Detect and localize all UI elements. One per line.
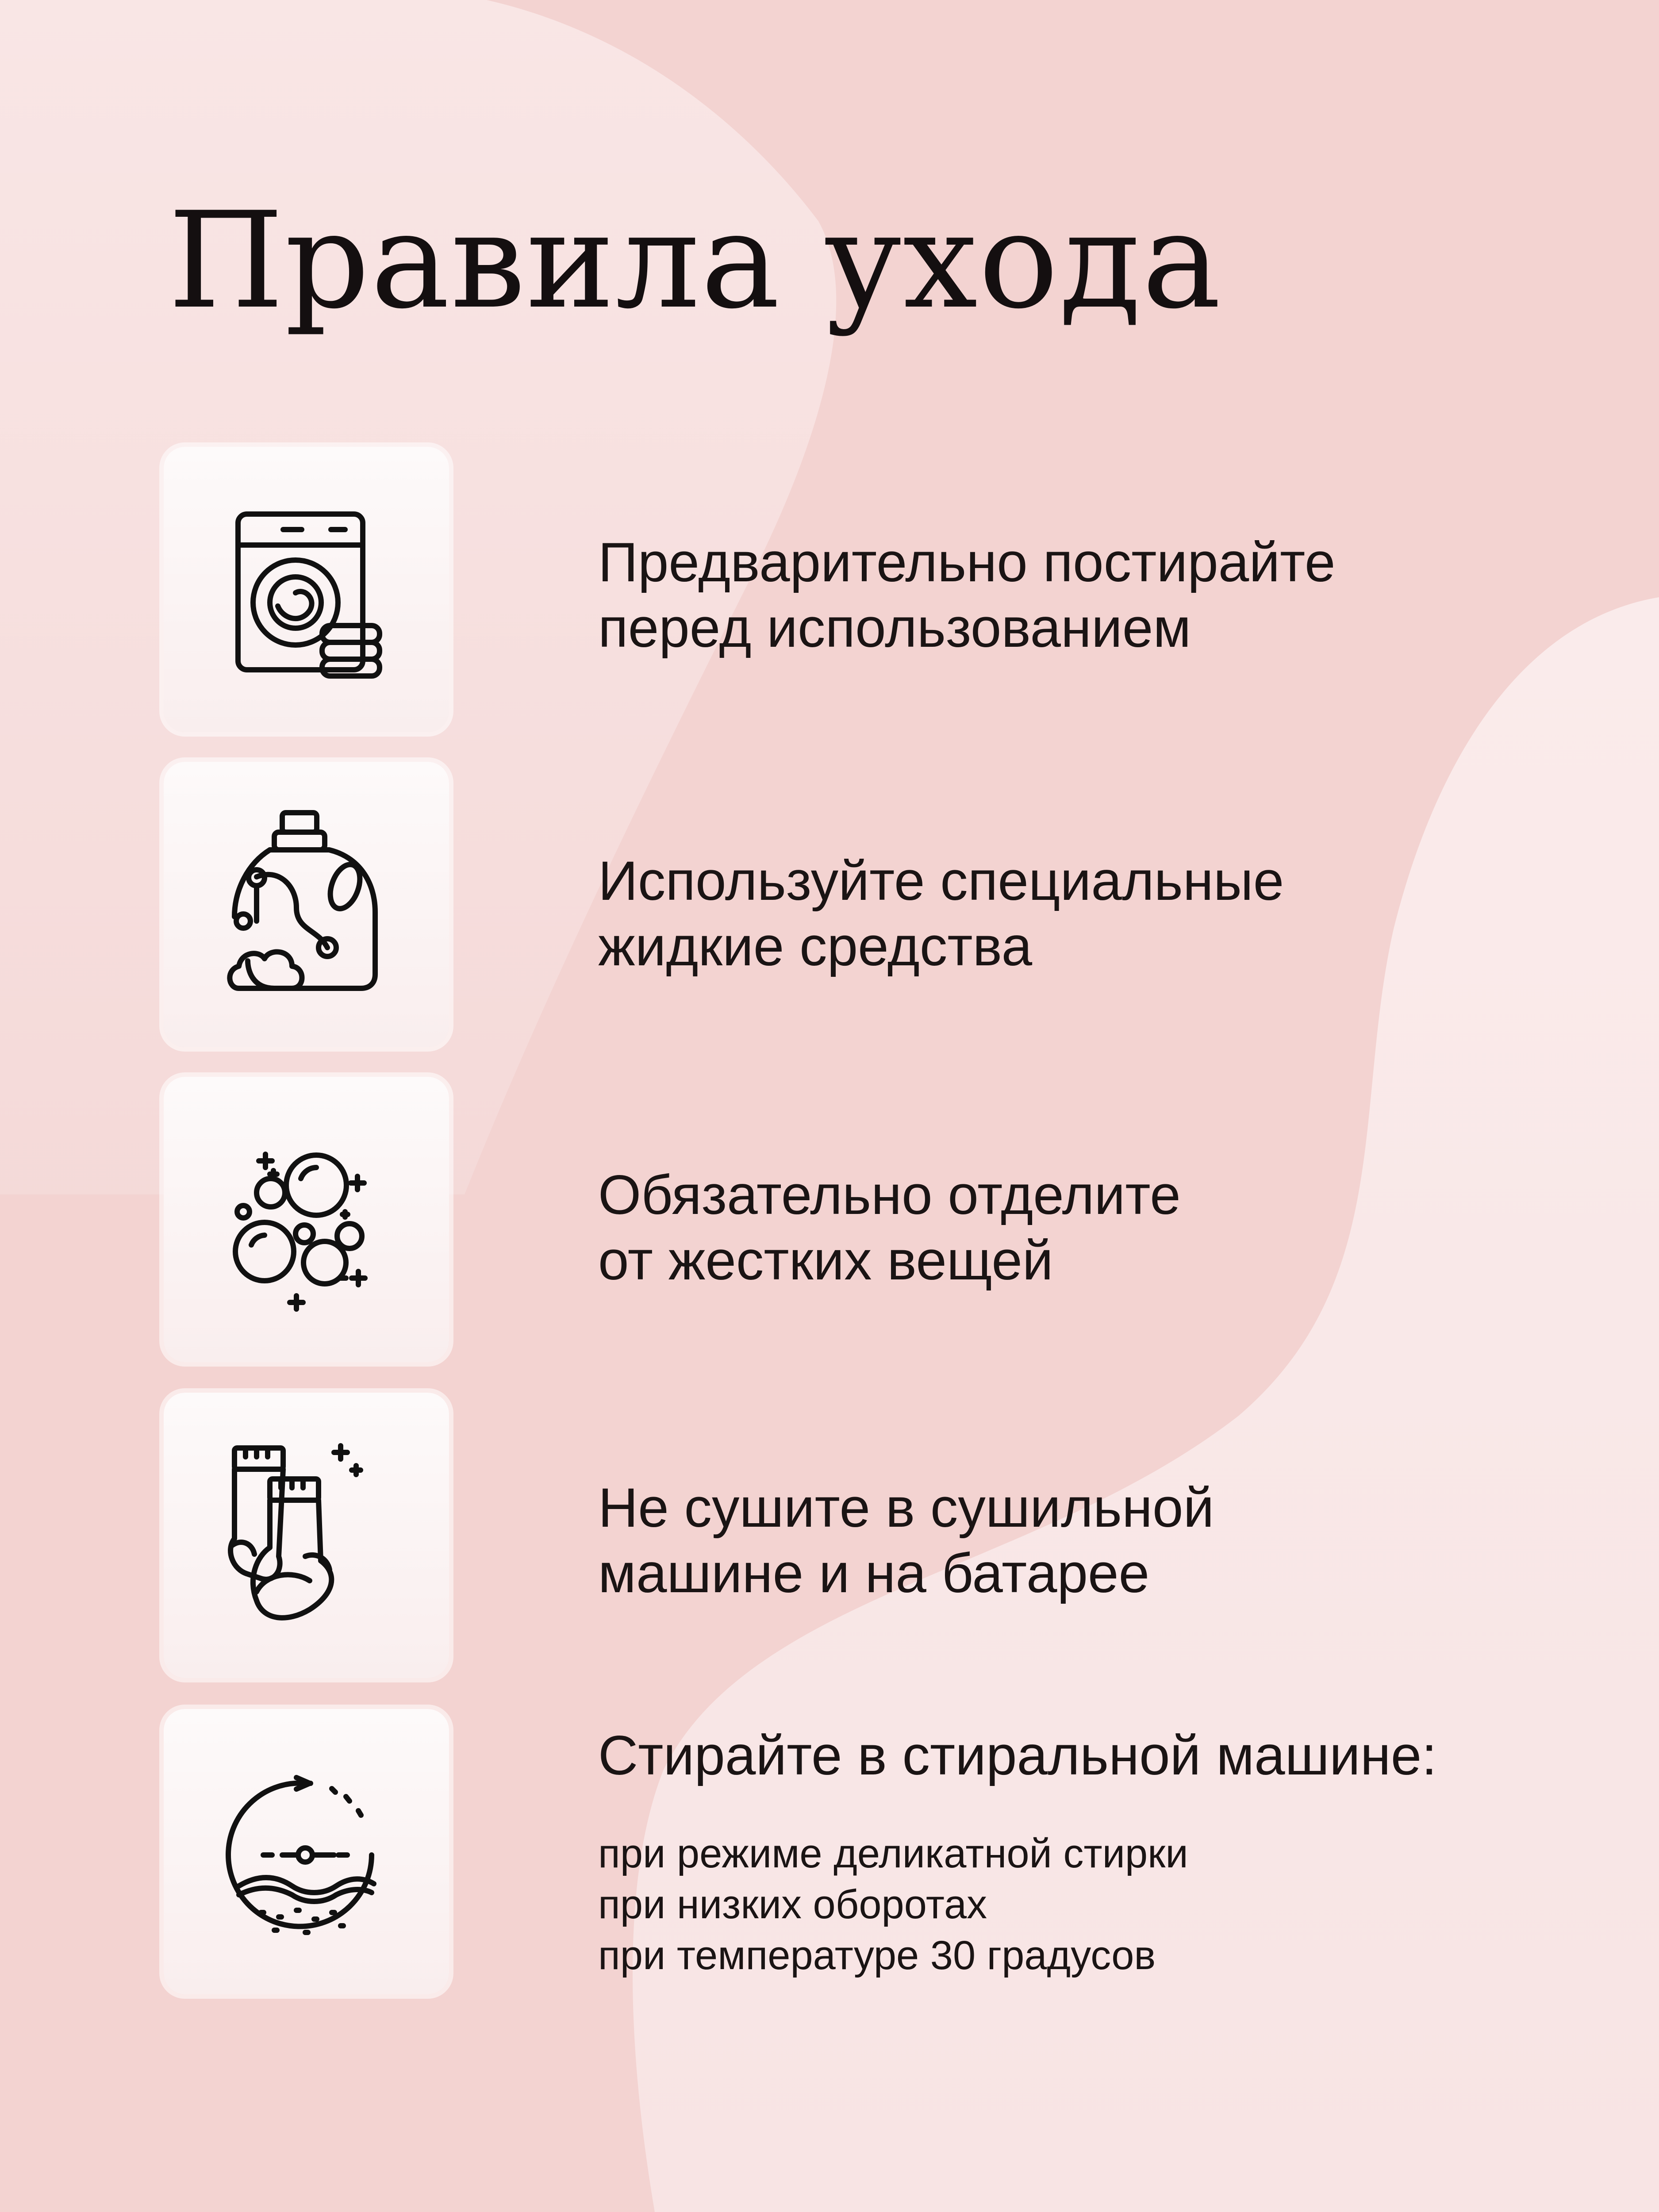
soap-bubbles-icon [164,1077,449,1362]
care-item-3-text [598,1163,1616,1294]
care-item-1-line-1: Предварительно постирайте [598,532,1336,593]
care-item-5-detail-1: при режиме деликатной стирки [598,1831,1188,1876]
care-item-5-details [598,1828,1616,1981]
care-item-1-line-2: перед использованием [598,597,1191,659]
care-item-5-line-1: Стирайте в стиральной машине: [598,1725,1437,1786]
page-title: Правила ухода [168,184,1222,338]
care-item-3-line-1: Обязательно отделите [598,1164,1181,1226]
socks-icon [164,1393,449,1678]
care-item-2-line-2: жидкие средства [598,916,1033,977]
washing-machine-icon [164,447,449,732]
care-item-4-text [598,1475,1616,1606]
care-item-5-text [598,1723,1616,1789]
care-item-2-text [598,849,1616,979]
care-item-1-text [598,530,1616,661]
wash-cycle-icon [164,1709,449,1994]
icon-card-washing [164,447,449,732]
care-item-4-line-1: Не сушите в сушильной [598,1477,1214,1539]
icon-card-socks [164,1393,449,1678]
icon-card-bubbles [164,1077,449,1362]
icon-card-detergent [164,762,449,1047]
care-item-2-line-1: Используйте специальные [598,850,1284,912]
care-item-5-detail-3: при температуре 30 градусов [598,1933,1156,1978]
icon-card-wash-cycle [164,1709,449,1994]
care-item-4-line-2: машине и на батарее [598,1543,1150,1604]
care-item-3-line-2: от жестких вещей [598,1230,1053,1291]
detergent-bottle-icon [164,762,449,1047]
care-item-5-detail-2: при низких оборотах [598,1882,987,1927]
